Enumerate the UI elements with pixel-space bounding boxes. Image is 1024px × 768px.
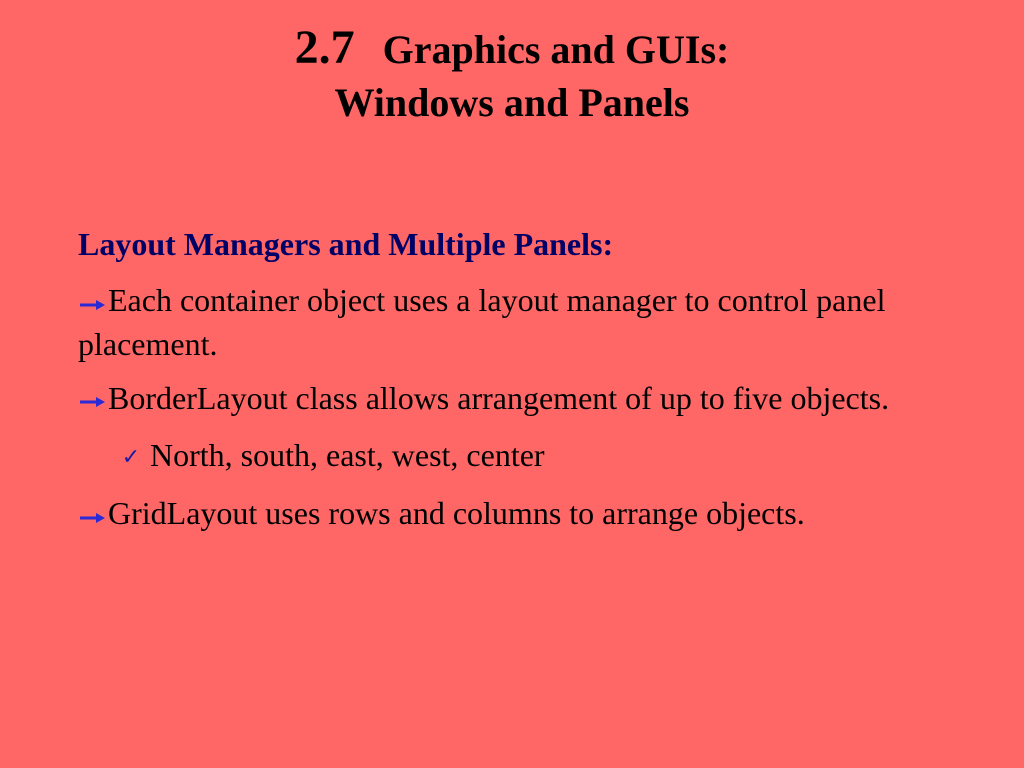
right-arrow-icon: [78, 281, 108, 321]
check-mark-icon: ✓: [121, 443, 141, 469]
sub-bullet-text: North, south, east, west, center: [150, 437, 545, 474]
right-arrow-icon: [78, 494, 108, 534]
title-text-1: Graphics and GUIs:: [382, 27, 730, 72]
bullet-item: [78, 493, 998, 537]
bullet-text: BorderLayout class allows arrangement of up to five objects.: [108, 379, 890, 416]
bullet-item: [78, 378, 998, 422]
title-line-1: [0, 18, 1024, 78]
slide-body: [78, 224, 998, 551]
sub-bullet-item: [112, 435, 998, 479]
bullet-text: GridLayout uses rows and columns to arrange objects.: [108, 494, 805, 531]
bullet-item: [78, 280, 998, 364]
section-heading: Layout Managers and Multiple Panels:: [78, 226, 614, 262]
bullet-text: Each container object uses a layout manager to control panel placement.: [78, 282, 886, 362]
section-number: 2.7: [294, 21, 355, 74]
title-line-2: Windows and Panels: [334, 80, 690, 125]
right-arrow-icon: [78, 378, 108, 418]
slide-title: [0, 18, 1024, 128]
